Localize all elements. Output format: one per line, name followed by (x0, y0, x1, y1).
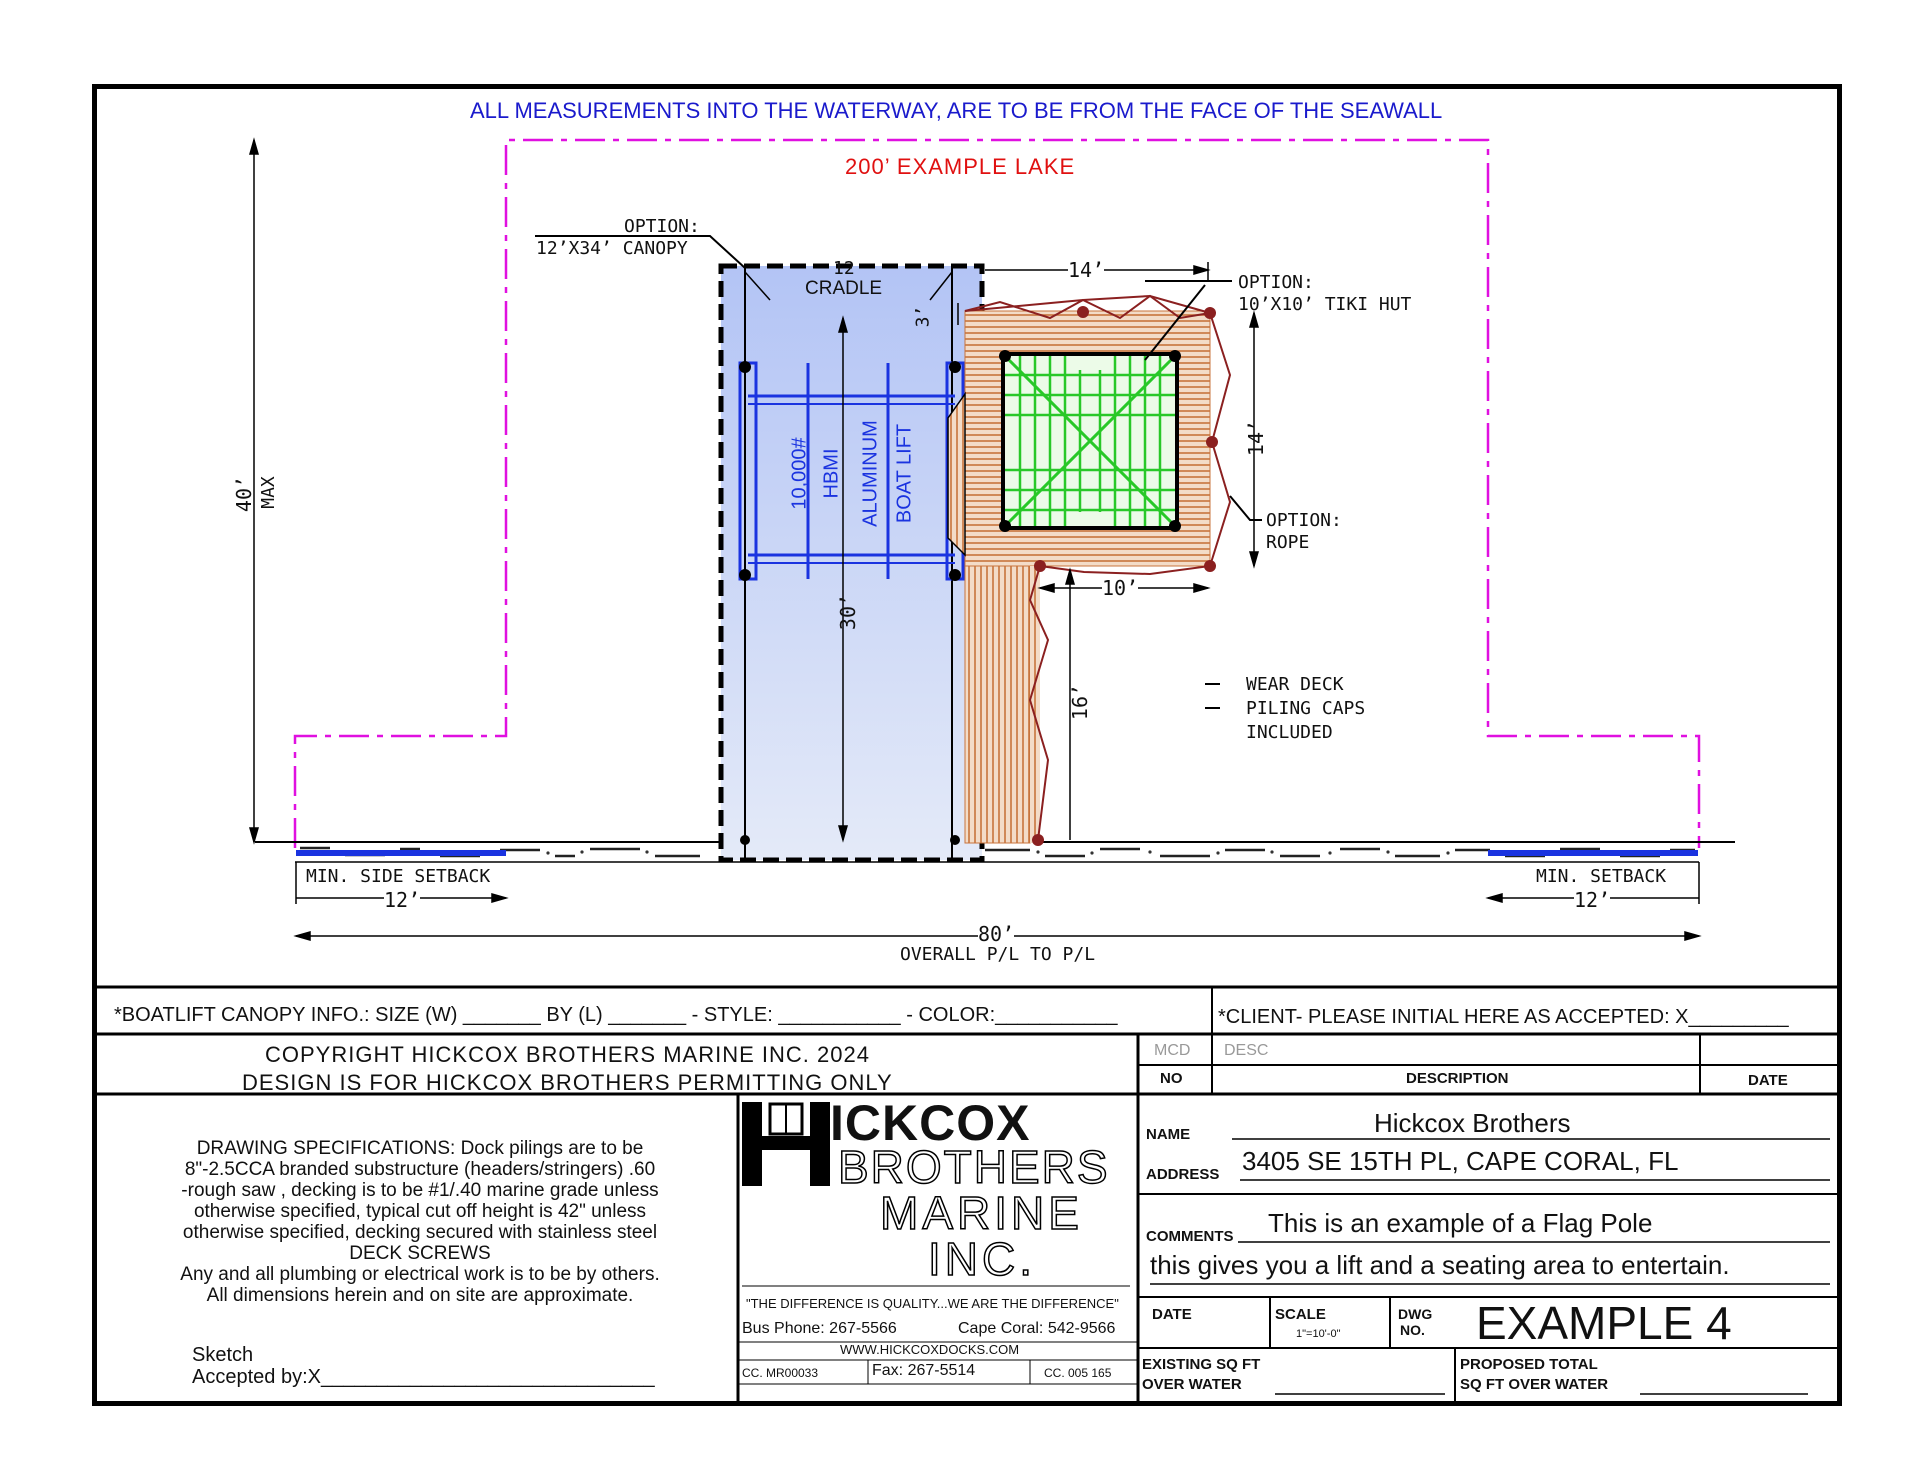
spec-line: -rough saw , decking is to be #1/.40 marine grade unless (181, 1180, 659, 1201)
logo-ickcox: ICKCOX (830, 1095, 1031, 1151)
dwg-label-2: NO. (1400, 1322, 1425, 1338)
design-note-text: DESIGN IS FOR HICKCOX BROTHERS PERMITTING ONLY (242, 1070, 893, 1095)
date-label: DATE (1152, 1306, 1192, 1323)
overall-dim-text: 80’ (978, 922, 1015, 946)
drawing-number: EXAMPLE 4 (1476, 1297, 1732, 1349)
scale-value: 1"=10'-0" (1296, 1328, 1341, 1340)
bus-phone: Bus Phone: 267-5566 (742, 1320, 897, 1337)
spec-line: All dimensions herein and on site are approximate. (206, 1285, 634, 1306)
dim-16-text: 16’ (1068, 683, 1093, 721)
dim-10-text: 10’ (1102, 576, 1139, 600)
sketch-label: Sketch (192, 1344, 254, 1366)
comment-line-2[interactable]: this gives you a lift and a seating area to entertain. (1150, 1250, 1730, 1280)
dim-14-top-text: 14’ (1068, 258, 1105, 282)
rope-label: ROPE (1266, 532, 1310, 553)
revision-no-header: NO (1160, 1070, 1183, 1087)
canopy-info-field[interactable]: *BOATLIFT CANOPY INFO.: SIZE (W) _______ BY (L) _______ - STYLE: ___________ - COLOR:___________ (114, 1004, 1118, 1026)
tiki-option-label: OPTION: (1238, 272, 1314, 293)
proposed-sqft-label-2: SQ FT OVER WATER (1460, 1376, 1609, 1393)
spec-line: otherwise specified, typical cut off height is 42" unless (193, 1201, 647, 1222)
revision-date-header: DATE (1748, 1072, 1788, 1089)
right-setback-label: MIN. SETBACK (1536, 866, 1667, 887)
cradle-label: CRADLE (805, 278, 883, 299)
spec-line: 8"-2.5CCA branded substructure (headers/stringers) .60 (184, 1159, 656, 1180)
revision-mcd: MCD (1154, 1042, 1191, 1059)
overall-label: OVERALL P/L TO P/L (900, 944, 1096, 965)
right-setback-dim: 12’ (1574, 888, 1611, 912)
revision-description-header: DESCRIPTION (1406, 1070, 1509, 1087)
cradle-number: 12 (833, 258, 855, 279)
dim-max-text: MAX (257, 476, 279, 509)
spec-line: otherwise specified, decking secured with stainless steel (182, 1222, 658, 1243)
existing-sqft-label-2: OVER WATER (1142, 1376, 1242, 1393)
dwg-label-1: DWG (1398, 1306, 1433, 1322)
drawing-sheet-border (92, 84, 1842, 1406)
dim-3-text: 3’ (912, 305, 934, 328)
dim-14-side-text: 14’ (1244, 419, 1269, 457)
fax-number: Fax: 267-5514 (872, 1362, 976, 1379)
left-setback-dim: 12’ (384, 888, 421, 912)
proposed-sqft-label-1: PROPOSED TOTAL (1460, 1356, 1598, 1373)
lift-line-1: 10,000# (788, 437, 811, 510)
name-label: NAME (1146, 1126, 1191, 1143)
spec-line: DRAWING SPECIFICATIONS: Dock pilings are to be (196, 1138, 644, 1159)
included-line-3: INCLUDED (1246, 722, 1333, 743)
rope-option-label: OPTION: (1266, 510, 1342, 531)
cc-license-left: CC. MR00033 (742, 1366, 819, 1380)
existing-sqft-label-1: EXISTING SQ FT (1142, 1356, 1261, 1373)
lake-label: 200’ EXAMPLE LAKE (845, 154, 1076, 179)
cc-license-right: CC. 005 165 (1044, 1366, 1112, 1380)
included-line-2: PILING CAPS (1246, 698, 1366, 719)
logo-brothers: BROTHERS (838, 1141, 1110, 1193)
company-tagline: "THE DIFFERENCE IS QUALITY...WE ARE THE DIFFERENCE" (746, 1296, 1119, 1311)
accepted-by-field[interactable]: Accepted by:X______________________________ (192, 1366, 655, 1388)
client-initial-field[interactable]: *CLIENT- PLEASE INITIAL HERE AS ACCEPTED: X_________ (1218, 1006, 1789, 1028)
dim-30-text: 30’ (836, 593, 861, 631)
canopy-size-label: 12’X34’ CANOPY (536, 238, 688, 259)
included-line-1: WEAR DECK (1246, 674, 1344, 695)
address-label: ADDRESS (1146, 1166, 1220, 1183)
comment-line-1[interactable]: This is an example of a Flag Pole (1268, 1208, 1653, 1238)
address-value[interactable]: 3405 SE 15TH PL, CAPE CORAL, FL (1242, 1146, 1679, 1176)
logo-marine: MARINE (880, 1187, 1083, 1239)
revision-desc: DESC (1224, 1042, 1269, 1059)
lift-line-4: BOAT LIFT (893, 423, 916, 524)
name-value[interactable]: Hickcox Brothers (1374, 1108, 1571, 1138)
copyright-text: COPYRIGHT HICKCOX BROTHERS MARINE INC. 2024 (265, 1042, 870, 1067)
lift-line-2: HBMI (820, 448, 843, 499)
cape-coral-phone: Cape Coral: 542-9566 (958, 1320, 1116, 1337)
logo-inc: INC. (928, 1233, 1036, 1285)
spec-line: Any and all plumbing or electrical work is to be by others. (180, 1264, 660, 1285)
lift-line-3: ALUMINUM (859, 420, 882, 527)
scale-label: SCALE (1275, 1306, 1326, 1323)
canopy-option-label: OPTION: (624, 216, 700, 237)
left-setback-label: MIN. SIDE SETBACK (306, 866, 491, 887)
dim-40-text: 40’ (232, 475, 257, 513)
tiki-size-label: 10’X10’ TIKI HUT (1238, 294, 1412, 315)
company-website[interactable]: WWW.HICKCOXDOCKS.COM (840, 1342, 1020, 1357)
measurement-note: ALL MEASUREMENTS INTO THE WATERWAY, ARE TO BE FROM THE FACE OF THE SEAWALL (470, 98, 1443, 123)
comments-label: COMMENTS (1146, 1228, 1234, 1245)
spec-line: DECK SCREWS (349, 1243, 491, 1264)
